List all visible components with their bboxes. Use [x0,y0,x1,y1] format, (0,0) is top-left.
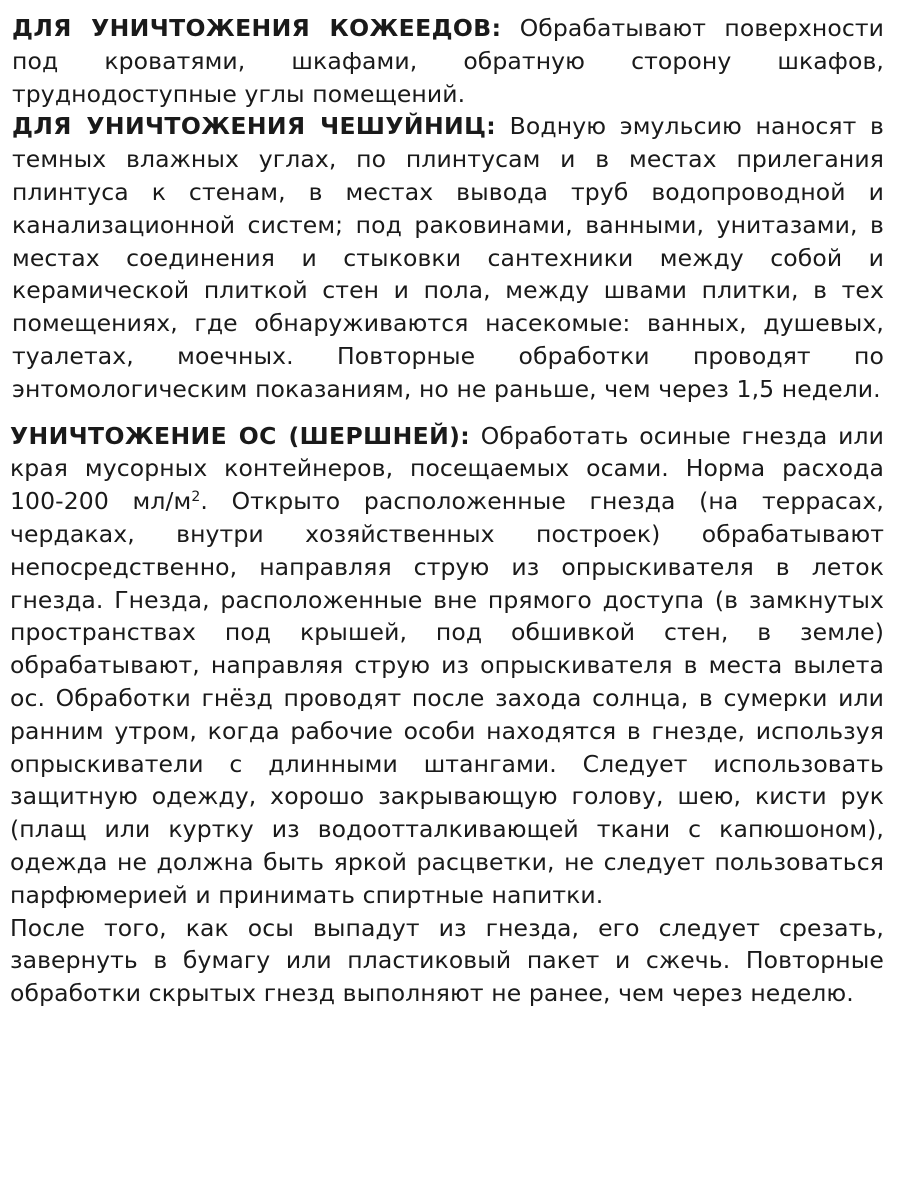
superscript-squared: 2 [191,489,201,506]
text-silverfish: Водную эмульсию наносят в темных влажных углах, по плинтусам и в местах прилегания плинтуса к стенам, в местах вывода труб водопроводной и канализационной систем; под раковинами, ванными, унитазами, в местах соединения и стыковки сантехники между собой и керамической плиткой стен и пола, между швами плитки, в тех помещениях, где обнаруживаются насекомые: ванных, душевых, туалетах, моечных. Повторные обработки проводят по энтомологическим показаниям, но не раньше, чем через 1,5 недели. [12,112,884,403]
text-wasps-part-b: . Открыто расположенные гнезда (на террасах, чердаках, внутри хозяйственных построек) обрабатывают непосредственно, направляя струю из опрыскивателя в леток гнезда. Гнезда, расположенные вне прямого доступа (в замкнутых пространствах под крышей, под обшивкой стен, в земле) обрабатывают, направляя струю из опрыскивателя в места вылета ос. Обработки гнёзд проводят после захода солнца, в сумерки или ранним утром, когда рабочие особи находятся в гнезде, используя опрыскиватели с длинными штангами. Следует использовать защитную одежду, хорошо закрывающую голову, шею, кисти рук (плащ или куртку из водоотталкивающей ткани с капюшоном), одежда не должна быть яркой расцветки, не следует пользоваться парфюмерией и принимать спиртные напитки. [10,487,884,909]
heading-silverfish: ДЛЯ УНИЧТОЖЕНИЯ ЧЕШУЙНИЦ: [12,112,497,141]
paragraph-nest-disposal [10,912,884,1010]
paragraph-silverfish [12,110,884,405]
text-nest-disposal: После того, как осы выпадут из гнезда, его следует срезать, завернуть в бумагу или пластиковый пакет и сжечь. Повторные обработки скрытых гнезд выполняют не ранее, чем через неделю. [10,913,884,1008]
text-dermestid-beetles: Обрабатывают поверхности под кроватями, шкафами, обратную сторону шкафов, труднодоступные углы помещений. [12,14,884,108]
text-wasps-part-a: Обработать осиные гнезда или края мусорных контейнеров, посещаемых осами. Норма расхода 100-200 мл/м [10,421,884,516]
heading-dermestid-beetles: ДЛЯ УНИЧТОЖЕНИЯ КОЖЕЕДОВ: [12,14,502,42]
instruction-document [12,12,884,1010]
paragraph-wasps [10,420,884,912]
heading-wasps: УНИЧТОЖЕНИЕ ОС (ШЕРШНЕЙ): [10,421,471,450]
paragraph-dermestid-beetles [12,12,884,110]
